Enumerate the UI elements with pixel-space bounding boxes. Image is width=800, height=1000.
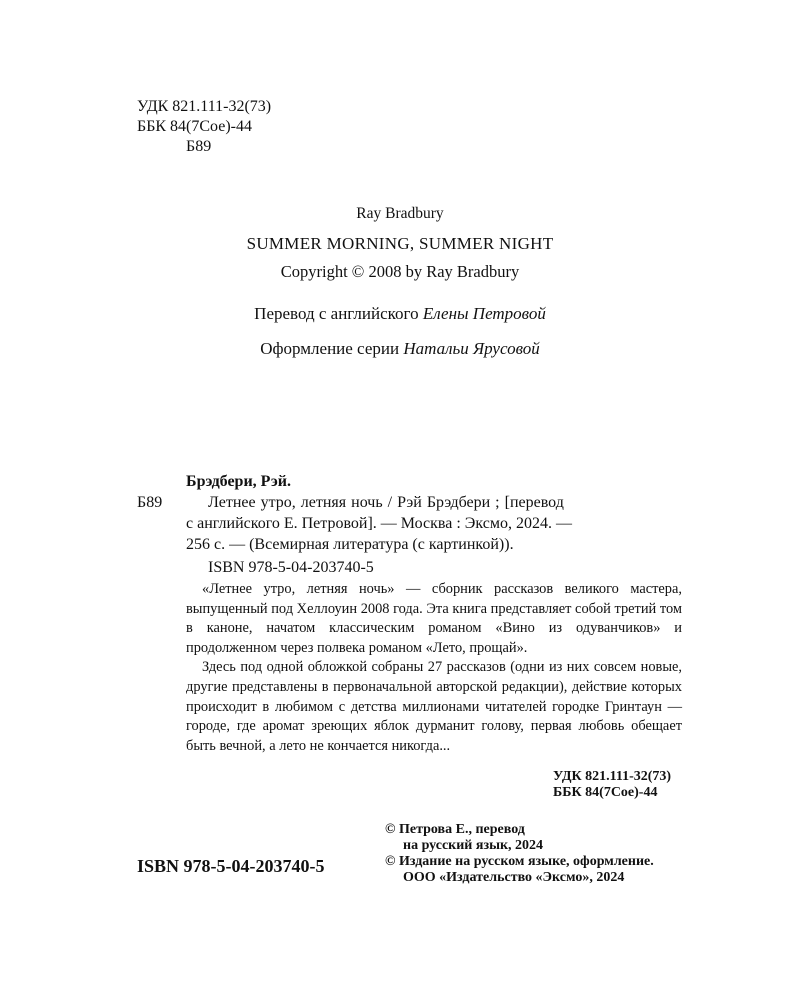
annotation <box>186 580 682 756</box>
translator-name: Елены Петровой <box>422 304 546 323</box>
original-author: Ray Bradbury <box>356 205 444 222</box>
record-mark: Б89 <box>137 494 163 511</box>
record-heading: Брэдбери, Рэй. <box>186 473 291 490</box>
designer-name: Натальи Ярусовой <box>403 339 540 358</box>
record-isbn: ISBN 978-5-04-203740-5 <box>208 559 374 576</box>
record-line-3: 256 с. — (Всемирная литература (с картинкой)). <box>186 536 514 553</box>
footer-udk: УДК 821.111-32(73) <box>553 769 672 784</box>
record-line-1: Летнее утро, летняя ночь / Рэй Брэдбери ; [перевод <box>208 494 564 511</box>
copyright-line-1: © Петрова Е., перевод <box>385 822 525 837</box>
copyright-line-3: © Издание на русском языке, оформление. <box>385 854 654 869</box>
bbk-code: ББК 84(7Сое)-44 <box>137 118 252 135</box>
annotation-paragraph-1: «Летнее утро, летняя ночь» — сборник рассказов великого мастера, выпущенный под Хеллоуин 2008 года. Эта книга представляет собой третий том в каноне, начатом классическим романом «Вино из одуванчиков» и продолженном через полвека романом «Лето, прощай». <box>186 581 682 656</box>
copyright-line-2: на русский язык, 2024 <box>403 838 544 853</box>
author-mark: Б89 <box>186 138 212 155</box>
translation-prefix: Перевод с английского <box>254 304 419 323</box>
bottom-isbn: ISBN 978-5-04-203740-5 <box>137 856 325 876</box>
design-credit <box>0 337 800 361</box>
original-title: SUMMER MORNING, SUMMER NIGHT <box>246 234 554 253</box>
annotation-paragraph-2: Здесь под одной обложкой собраны 27 рассказов (одни из них совсем новые, другие представлены в первоначальной авторской редакции), действие которых происходит в любимом с детства миллионами читателей городке Гринтаун — городе, где аромат зреющих яблок дурманит голову, первая любовь обещает быть вечной, а лето не кончается никогда... <box>186 659 682 754</box>
copyright-line-4: ООО «Издательство «Эксмо», 2024 <box>403 870 625 885</box>
footer-bbk: ББК 84(7Сое)-44 <box>553 785 658 800</box>
record-line-2: с английского Е. Петровой]. — Москва : Эксмо, 2024. — <box>186 515 572 532</box>
translation-credit <box>0 302 800 326</box>
design-prefix: Оформление серии <box>260 339 400 358</box>
original-copyright: Copyright © 2008 by Ray Bradbury <box>280 262 520 281</box>
udk-code: УДК 821.111-32(73) <box>137 98 272 115</box>
